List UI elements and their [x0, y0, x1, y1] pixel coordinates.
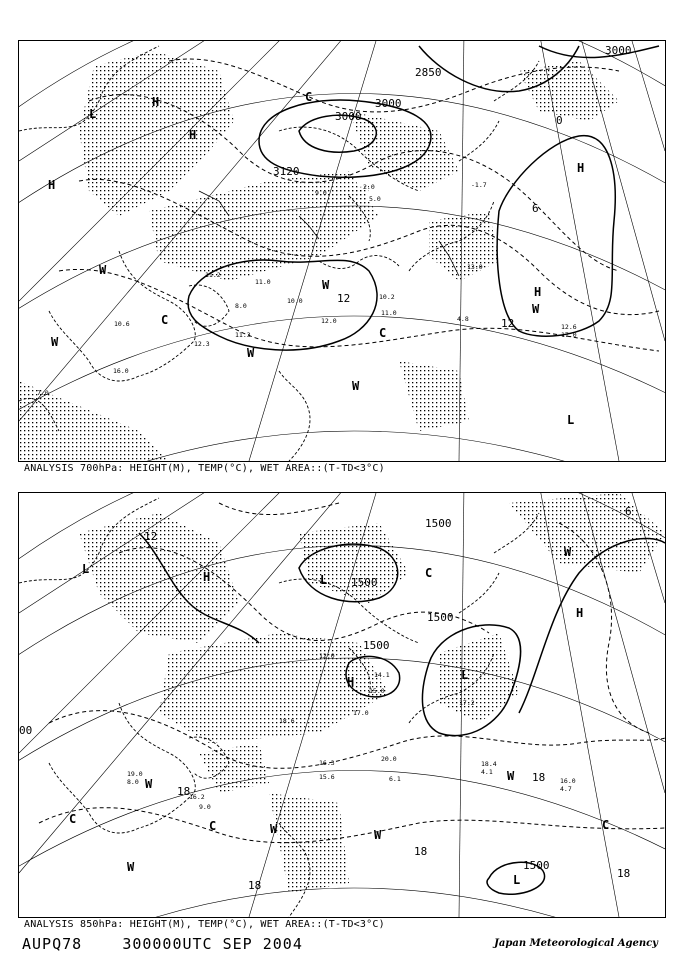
chart-identifier	[22, 935, 303, 953]
warm-center: W	[99, 263, 107, 277]
temp-label: 12	[337, 292, 351, 305]
cold-center: C	[209, 819, 217, 833]
caption-700hpa: ANALYSIS 700hPa: HEIGHT(M), TEMP(°C), WET AREA::(T-TD<3°C)	[24, 463, 385, 474]
temp-label: 18	[617, 867, 631, 880]
station-value: 10.6	[114, 320, 130, 328]
warm-center: W	[374, 828, 382, 842]
caption-850hpa: ANALYSIS 850hPa: HEIGHT(M), TEMP(°C), WET AREA::(T-TD<3°C)	[24, 919, 385, 930]
station-value: 7.0	[37, 389, 49, 397]
station-value: 11.3	[235, 331, 251, 339]
low-pressure-center: L	[89, 107, 97, 121]
station-value: 16.0	[560, 777, 576, 785]
station-value: 12.6	[561, 323, 577, 331]
cold-center: C	[161, 313, 169, 327]
station-value: 12.0	[319, 652, 335, 660]
station-value: 17.2	[459, 699, 475, 707]
height-label: 1500	[523, 859, 550, 872]
height-label: 3000	[605, 44, 632, 57]
station-value: 18.6	[279, 717, 295, 725]
height-label: 1500	[425, 517, 452, 530]
cold-center: C	[69, 812, 77, 826]
height-label: 1500	[363, 639, 390, 652]
cold-center: C	[379, 326, 387, 340]
station-value: 5.0	[369, 195, 381, 203]
warm-center: W	[145, 777, 153, 791]
cold-center: C	[425, 566, 433, 580]
station-value: 15.6	[319, 773, 335, 781]
station-value: 18.4	[481, 760, 497, 768]
low-pressure-center: L	[82, 562, 90, 576]
warm-center: W	[270, 822, 278, 836]
cold-center: C	[305, 90, 313, 104]
station-value: 4.1	[481, 768, 493, 776]
low-pressure-center: L	[461, 668, 469, 682]
height-label: 3000	[375, 97, 402, 110]
station-value: 20.0	[381, 755, 397, 763]
high-pressure-center: H	[48, 178, 56, 192]
station-value: 4.8	[457, 315, 469, 323]
warm-center: W	[51, 335, 59, 349]
station-value: 11.0	[255, 278, 271, 286]
chart-850hpa	[18, 492, 666, 918]
station-value: 14.1	[374, 671, 390, 679]
temp-label: 12	[501, 317, 515, 330]
map-850hpa	[19, 493, 665, 917]
height-label: 3000	[335, 110, 362, 123]
station-value: 19.0	[127, 770, 143, 778]
station-value: 16.0	[113, 367, 129, 375]
station-value: 11.2	[205, 271, 221, 279]
chart-code: AUPQ78	[22, 935, 83, 953]
warm-center: W	[352, 379, 360, 393]
temp-label: 18	[177, 785, 191, 798]
temp-label: 12	[144, 530, 158, 543]
station-value: 10.0	[287, 297, 303, 305]
high-pressure-center: H	[577, 161, 585, 175]
station-value: 17.0	[353, 709, 369, 717]
high-pressure-center: H	[203, 570, 211, 584]
map-700hpa	[19, 41, 665, 461]
station-value: 12.3	[194, 340, 210, 348]
warm-center: W	[322, 278, 330, 292]
station-value: 8.0	[235, 302, 247, 310]
cold-center: C	[602, 818, 610, 832]
station-value: 10.2	[379, 293, 395, 301]
station-value: -1.7	[471, 181, 487, 189]
warm-center: W	[564, 545, 572, 559]
height-label: 1500	[427, 611, 454, 624]
station-value: 16.3	[319, 759, 335, 767]
warm-center: W	[507, 769, 515, 783]
station-value: 9.0	[199, 803, 211, 811]
analysis-time: 300000UTC SEP 2004	[122, 935, 303, 953]
station-value: 15.0	[369, 687, 385, 695]
temp-label: 0	[556, 114, 563, 127]
high-pressure-center: H	[152, 95, 160, 109]
height-label: 1500	[351, 576, 378, 589]
high-pressure-center: H	[189, 128, 197, 142]
station-value: 6.1	[389, 775, 401, 783]
station-value: 16.2	[189, 793, 205, 801]
station-value: 12.0	[321, 317, 337, 325]
station-value: 8.0	[127, 778, 139, 786]
station-value: 2.0	[363, 183, 375, 191]
station-value: 17.0	[561, 331, 577, 339]
station-value: 9.0	[315, 189, 327, 197]
high-pressure-center: H	[347, 675, 355, 689]
height-label: 00	[19, 724, 33, 737]
temp-label: 6	[625, 505, 632, 518]
low-pressure-center: L	[513, 873, 521, 887]
station-value: 4.7	[560, 785, 572, 793]
warm-center: W	[247, 346, 255, 360]
height-label: 2850	[415, 66, 442, 79]
temp-label: 6	[532, 202, 539, 215]
temp-label: 18	[248, 879, 262, 892]
low-pressure-center: L	[567, 413, 575, 427]
warm-center: W	[127, 860, 135, 874]
temp-label: 18	[414, 845, 428, 858]
high-pressure-center: H	[576, 606, 584, 620]
station-value: 13.0	[467, 263, 483, 271]
temp-label: 18	[532, 771, 546, 784]
chart-700hpa	[18, 40, 666, 462]
high-pressure-center: H	[534, 285, 542, 299]
station-value: 11.0	[381, 309, 397, 317]
warm-center: W	[532, 302, 540, 316]
height-label: 3120	[273, 165, 300, 178]
agency-name: Japan Meteorological Agency	[494, 938, 658, 949]
low-pressure-center: L	[320, 573, 328, 587]
